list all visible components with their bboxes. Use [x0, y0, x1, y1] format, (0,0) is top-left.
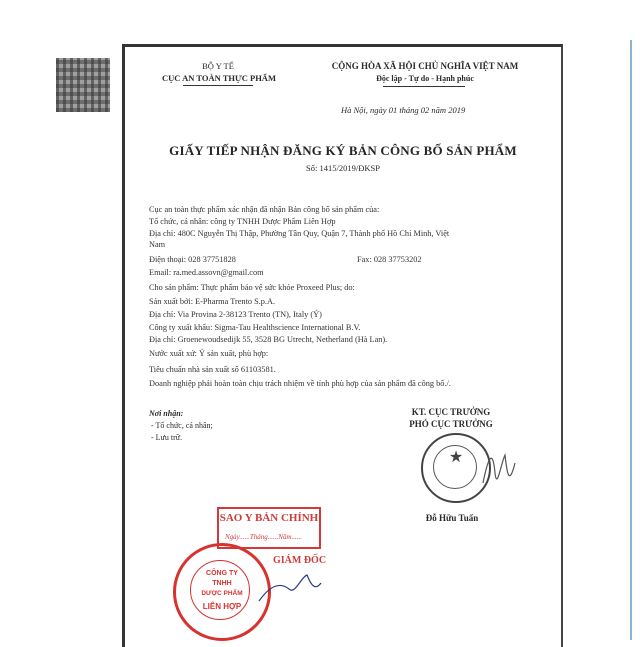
body-fax: Fax: 028 37753202 [357, 255, 422, 264]
body-manufacturer: Sản xuất bởi: E-Pharma Trento S.p.A. [149, 297, 276, 306]
ministry-name: BỘ Y TẾ [202, 61, 234, 71]
qr-code [56, 58, 110, 112]
body-origin: Nước xuất xứ: Ý sản xuất, phù hợp: [149, 349, 269, 358]
company-seal-line: TNHH [212, 580, 232, 587]
director-label: GIÁM ĐỐC [273, 555, 327, 566]
certificate-document [122, 44, 563, 647]
country-name: CỘNG HÒA XÃ HỘI CHỦ NGHĨA VIỆT NAM [331, 61, 519, 71]
copy-stamp-label: SAO Y BẢN CHÍNH [219, 512, 319, 524]
motto: Độc lập - Tự do - Hạnh phúc [376, 74, 474, 83]
copy-stamp [217, 507, 321, 549]
recipients-label: Nơi nhận: [149, 409, 184, 418]
body-exporter: Công ty xuất khẩu: Sigma-Tau Healthscience International B.V. [149, 323, 361, 332]
company-seal-line: LIÊN HỢP [202, 602, 242, 611]
body-manufacturer-address: Địa chỉ: Via Provina 2-38123 Trento (TN), Italy (Ý) [149, 310, 322, 319]
recipient-item: - Lưu trữ. [151, 433, 183, 442]
company-seal-line: CÔNG TY [206, 570, 238, 577]
body-email: Email: ra.med.assovn@gmail.com [149, 268, 264, 277]
body-intro: Cục an toàn thực phẩm xác nhận đã nhận Bản công bố sản phẩm của: [149, 205, 380, 214]
issue-date: Hà Nội, ngày 01 tháng 02 năm 2019 [341, 105, 466, 115]
copy-stamp-date: Ngày......Tháng......Năm...... [225, 533, 303, 541]
body-address-cont: Nam [149, 240, 166, 249]
signature-scribble [479, 443, 519, 497]
motto-underline [383, 86, 465, 87]
body-organization: Tổ chức, cá nhân: công ty TNHH Dược Phẩm Liên Hợp [149, 217, 336, 226]
page-edge [630, 40, 632, 640]
company-seal-line: DƯỢC PHẨM [201, 590, 243, 597]
signer-name: Đỗ Hữu Tuấn [425, 513, 479, 523]
document-title: GIẤY TIẾP NHẬN ĐĂNG KÝ BẢN CÔNG BỐ SẢN PHẨM [169, 143, 517, 158]
director-signature [255, 567, 325, 607]
signer-position: PHÓ CỤC TRƯỞNG [409, 419, 493, 429]
body-standard: Tiêu chuẩn nhà sản xuất số 61103581. [149, 365, 276, 374]
registration-number: Số: 1415/2019/ĐKSP [306, 163, 380, 173]
recipient-item: - Tổ chức, cá nhân; [151, 421, 213, 430]
agency-name: CỤC AN TOÀN THỰC PHẨM [162, 73, 276, 83]
signer-title: KT. CỤC TRƯỞNG [411, 407, 491, 417]
body-phone: Điện thoại: 028 37751828 [149, 255, 236, 264]
body-exporter-address: Địa chỉ: Groenewoudsedijk 55, 3528 BG Utrecht, Netherland (Hà Lan). [149, 335, 388, 344]
official-seal: ★ [421, 433, 491, 503]
agency-underline [183, 85, 253, 86]
body-address: Địa chỉ: 480C Nguyễn Thị Thập, Phường Tân Quy, Quận 7, Thành phố Hồ Chí Minh, Việt [149, 229, 450, 238]
body-responsibility: Doanh nghiệp phải hoàn toàn chịu trách nhiệm về tính phù hợp của sản phẩm đã công bố./. [149, 379, 451, 388]
body-product: Cho sản phẩm: Thực phẩm bảo vệ sức khỏe Proxeed Plus; do: [149, 283, 355, 292]
